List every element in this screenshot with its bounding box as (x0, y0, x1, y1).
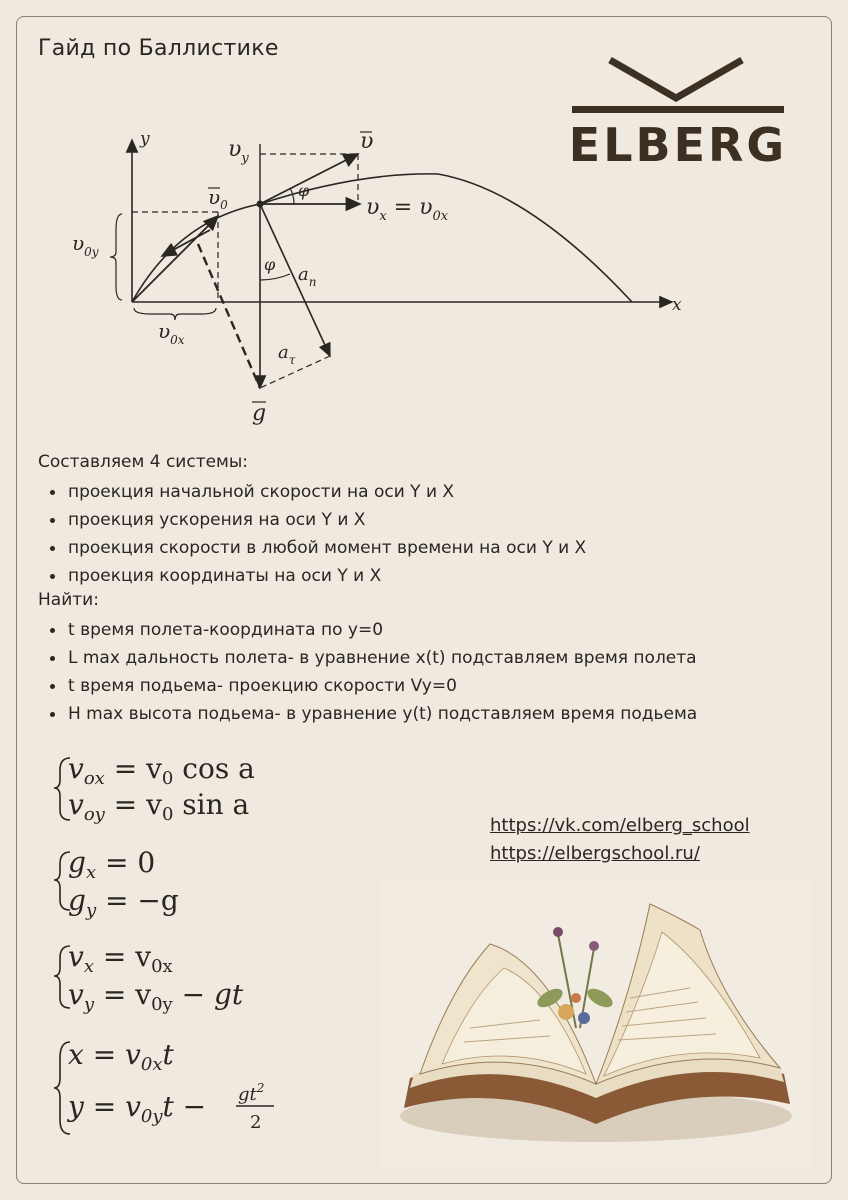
svg-text:voy = v0 sin a: $v_{oy} = v_0$ sin a (68, 788, 250, 825)
find-heading: Найти: (38, 590, 99, 610)
v0y-brace (110, 214, 122, 300)
formula-system-1 (54, 752, 255, 825)
phi-top-arc (290, 188, 294, 204)
formula-system-4 (54, 1038, 274, 1134)
formula-system-3 (54, 940, 244, 1015)
list-item: L max дальность полета- в уравнение x(t) подставляем время полета (44, 644, 697, 672)
trajectory-point (257, 201, 264, 208)
svg-text:vx = v0x: $v_x = v_{0x}$ (68, 940, 173, 977)
y-axis-label: y (140, 129, 150, 149)
systems-list (44, 478, 586, 590)
svg-text:gy = −g: $g_y = -g$ (68, 884, 179, 921)
ballistics-diagram (58, 120, 698, 440)
v0y-label: $\upsilon_{0y}$ (72, 231, 99, 259)
site-link[interactable]: https://elbergschool.ru/ (490, 843, 700, 864)
open-book-illustration (380, 878, 812, 1170)
list-item: проекция начальной скорости на оси Y и X (44, 478, 586, 506)
logo-text: ELBERG (568, 118, 788, 172)
systems-heading: Составляем 4 системы: (38, 452, 249, 472)
phi-bottom-arc (260, 274, 290, 280)
logo-chevron-icon (568, 56, 788, 116)
svg-text:y = v0yt −: $y = v_{0y}t$ − (68, 1090, 207, 1127)
trajectory-curve (132, 174, 632, 302)
g-dashed-line (198, 244, 260, 388)
list-item: проекция скорости в любой момент времени на оси Y и X (44, 534, 586, 562)
v-label: υ (360, 129, 374, 154)
x-axis-label: x (672, 295, 682, 315)
svg-text:gt2: $gt^2$ (238, 1081, 265, 1105)
find-list (44, 616, 697, 728)
list-item: t время полета-координата по y=0 (44, 616, 697, 644)
v0-back-vector (162, 230, 210, 256)
vy-label: $\upsilon_y$ (228, 137, 249, 166)
v0-label: $\upsilon_0$ (208, 185, 228, 212)
vk-link[interactable]: https://vk.com/elberg_school (490, 815, 750, 836)
phi-bottom-label: φ (264, 255, 276, 274)
list-item: t время подьема- проекцию скорости Vy=0 (44, 672, 697, 700)
list-item: проекция координаты на оси Y и X (44, 562, 586, 590)
list-item: H max высота подьема- в уравнение y(t) подставляем время подьема (44, 700, 697, 728)
v0x-label: $\upsilon_{0x}$ (158, 319, 185, 347)
at-label: $a_\tau$ (278, 342, 296, 367)
vx-eq-label: $\upsilon_x = \upsilon_{0x}$ (366, 195, 449, 224)
formula-block (52, 748, 372, 1148)
links-block (490, 812, 750, 868)
svg-text:vox = v0 cos a: $v_{ox} = v_0$ cos a (68, 752, 255, 789)
list-item: проекция ускорения на оси Y и X (44, 506, 586, 534)
an-vector (260, 204, 330, 356)
svg-text:2: 2 (250, 1112, 262, 1133)
an-label: $a_n$ (298, 264, 317, 289)
svg-text:x = v0xt: $x = v_{0x}t$ (68, 1038, 174, 1075)
phi-top-label: φ (298, 181, 310, 200)
svg-text:gx = 0: $g_x = 0$ (68, 846, 156, 883)
v0x-brace (134, 308, 216, 320)
g-label: g (252, 401, 267, 426)
svg-text:vy = v0y − gt: $v_y = v_{0y}$ − gt (68, 978, 244, 1015)
formula-system-2 (54, 846, 179, 921)
page-title: Гайд по Баллистике (38, 36, 279, 61)
